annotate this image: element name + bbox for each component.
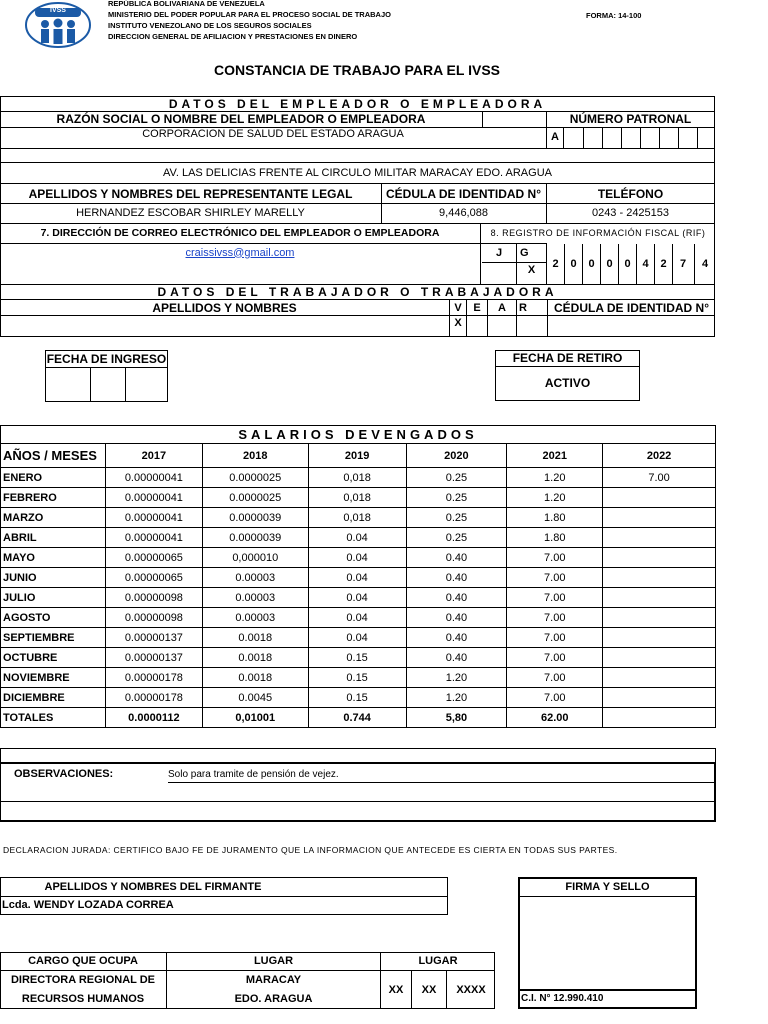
header-lines [108,0,391,42]
salary-cell [603,568,716,588]
rif-type-j: J [495,246,503,259]
salary-cell: 0.40 [406,588,507,608]
salary-cell: 0.00000041 [105,508,202,528]
employer-address: AV. LAS DELICIAS FRENTE AL CIRCULO MILITAR MARACAY EDO. ARAGUA [163,166,552,179]
salary-row [1,548,716,568]
date-year: XXXX [456,983,486,996]
form-number: FORMA: 14-100 [586,11,642,20]
salary-cell: 0,018 [308,468,406,488]
observations-text: Solo para tramite de pensión de vejez. [168,769,339,780]
fecha-ingreso-label: FECHA DE INGRESO [46,351,167,366]
salary-cell: 0.25 [406,528,507,548]
document-title: CONSTANCIA DE TRABAJO PARA EL IVSS [214,62,500,78]
salary-cell [603,608,716,628]
salary-cell: 0.04 [308,528,406,548]
header-line-2: MINISTERIO DEL PODER POPULAR PARA EL PROCESO SOCIAL DE TRABAJO [108,10,391,19]
month-label: SEPTIEMBRE [1,628,106,648]
rep-tel-value: 0243 - 2425153 [591,206,670,219]
salary-cell: 0.0000039 [202,508,308,528]
salary-cell [603,508,716,528]
rif-digit: 0 [606,258,613,270]
salary-cell: 0.40 [406,568,507,588]
total-cell: 0.0000112 [105,708,202,728]
lugar-label: LUGAR [253,955,294,967]
salary-cell: 0.0000025 [202,488,308,508]
salary-row [1,628,716,648]
firma-sello-label: FIRMA Y SELLO [565,881,650,893]
patronal-prefix: A [551,131,559,143]
lugar-date-label: LUGAR [418,955,458,967]
month-label: NOVIEMBRE [1,668,106,688]
salary-cell: 0.25 [406,488,507,508]
salary-cell: 0.40 [406,608,507,628]
salary-cell: 0,018 [308,488,406,508]
salary-cell: 0.15 [308,668,406,688]
salary-cell: 0.25 [406,468,507,488]
email-label: 7. DIRECCIÓN DE CORREO ELECTRÓNICO DEL EMPLEADOR O EMPLEADORA [40,227,440,239]
salary-row [1,488,716,508]
salaries-table [0,443,716,728]
salary-cell: 0.04 [308,588,406,608]
salary-cell: 0.04 [308,548,406,568]
salary-row [1,588,716,608]
month-label: JULIO [1,588,106,608]
salary-cell: 0.00000098 [105,588,202,608]
salary-cell [603,628,716,648]
salary-cell: 0.00003 [202,568,308,588]
fecha-retiro-value: ACTIVO [544,376,591,390]
month-label: FEBRERO [1,488,106,508]
rif-digit: 0 [624,258,631,270]
signer-name-label: APELLIDOS Y NOMBRES DEL FIRMANTE [44,880,262,893]
total-cell: 62.00 [507,708,603,728]
total-cell [603,708,716,728]
salary-row [1,468,716,488]
worker-e-label: E [473,301,481,314]
ivss-logo [25,2,91,48]
salary-cell: 0.0045 [202,688,308,708]
rif-digit: 4 [642,258,649,270]
signer-ci: C.I. N° 12.990.410 [521,993,604,1004]
fecha-retiro-label: FECHA DE RETIRO [512,351,623,365]
observations-label: OBSERVACIONES: [14,768,114,780]
month-label: ENERO [1,468,106,488]
numero-patronal-label: NÚMERO PATRONAL [569,112,692,126]
rif-type-g: G [520,246,529,259]
salary-cell: 0.00000098 [105,608,202,628]
lugar-line-1: MARACAY [245,974,302,986]
salary-row [1,688,716,708]
years-months-header: AÑOS / MESES [1,444,106,468]
totals-label: TOTALES [1,708,106,728]
header-line-1: REPÚBLICA BOLIVARIANA DE VENEZUELA [108,0,265,8]
month-label: JUNIO [1,568,106,588]
salary-cell: 1.20 [507,468,603,488]
salary-row [1,648,716,668]
total-cell: 0.744 [308,708,406,728]
rif-digit: 2 [660,258,667,270]
salary-cell: 0.00000065 [105,568,202,588]
year-header: 2019 [308,444,406,468]
salary-cell: 7.00 [507,668,603,688]
razon-social-value: CORPORACION DE SALUD DEL ESTADO ARAGUA [142,128,404,140]
salary-row [1,528,716,548]
salary-cell: 1.20 [406,668,507,688]
salary-cell: 7.00 [507,688,603,708]
header-line-4: DIRECCION GENERAL DE AFILIACION Y PRESTACIONES EN DINERO [108,32,358,41]
rep-legal-label: APELLIDOS Y NOMBRES DEL REPRESENTANTE LEGAL [28,186,353,201]
cargo-label: CARGO QUE OCUPA [28,955,138,967]
date-month: XX [421,983,437,996]
lugar-line-2: EDO. ARAGUA [234,993,313,1005]
month-label: MAYO [1,548,106,568]
rif-digit: 7 [679,258,687,270]
salary-cell [603,528,716,548]
month-label: ABRIL [1,528,106,548]
salary-cell [603,488,716,508]
salary-row [1,668,716,688]
cargo-line-2: RECURSOS HUMANOS [21,993,145,1005]
signer-name-value: Lcda. WENDY LOZADA CORREA [2,899,174,911]
salary-cell: 0.00000041 [105,468,202,488]
worker-v-mark: X [454,317,462,329]
worker-ci-label: CÉDULA DE IDENTIDAD N° [553,300,710,315]
salary-cell: 0.00000178 [105,688,202,708]
salary-cell: 0.25 [406,508,507,528]
salaries-section-title: SALARIOS DEVENGADOS [238,426,478,442]
salary-cell: 1.80 [507,528,603,548]
month-label: DICIEMBRE [1,688,106,708]
salary-cell: 0.40 [406,648,507,668]
year-header: 2022 [603,444,716,468]
salary-cell: 7.00 [507,608,603,628]
salary-cell: 0.15 [308,648,406,668]
rif-digit: 4 [701,258,709,270]
salary-cell: 0,000010 [202,548,308,568]
month-label: OCTUBRE [1,648,106,668]
salary-cell: 1.20 [406,688,507,708]
year-header: 2018 [202,444,308,468]
salary-cell [603,688,716,708]
month-label: MARZO [1,508,106,528]
year-header: 2021 [507,444,603,468]
logo-text: IVSS [50,7,66,14]
salary-cell: 7.00 [507,588,603,608]
salary-cell: 0.00003 [202,588,308,608]
salary-cell: 0,018 [308,508,406,528]
salary-cell: 0.00000137 [105,628,202,648]
salary-cell [603,588,716,608]
salary-cell: 7.00 [507,628,603,648]
salary-cell: 7.00 [507,548,603,568]
salary-cell: 0.00000041 [105,528,202,548]
rep-name-value: HERNANDEZ ESCOBAR SHIRLEY MARELLY [76,206,305,219]
salary-row [1,508,716,528]
salary-cell: 0.40 [406,628,507,648]
salary-cell: 0.15 [308,688,406,708]
rif-mark-x: X [527,264,536,276]
employer-section-title: DATOS DEL EMPLEADOR O EMPLEADORA [168,96,547,111]
salary-cell: 7.00 [507,568,603,588]
rif-label: 8. REGISTRO DE INFORMACIÓN FISCAL (RIF) [490,228,706,238]
cargo-line-1: DIRECTORA REGIONAL DE [10,974,156,986]
salary-cell: 1.20 [507,488,603,508]
rep-tel-label: TELÉFONO [597,186,664,201]
salary-cell: 0.0018 [202,648,308,668]
header-line-3: INSTITUTO VENEZOLANO DE LOS SEGUROS SOCIALES [108,21,312,30]
salary-cell: 0.04 [308,568,406,588]
employer-email-link[interactable]: craissivss@gmail.com [185,246,295,259]
date-day: XX [388,983,404,996]
salary-cell: 0.0018 [202,628,308,648]
observations-gap [0,748,716,762]
salary-cell [603,648,716,668]
salary-cell [603,668,716,688]
salary-row [1,608,716,628]
salary-cell [603,548,716,568]
salary-cell: 0.00000065 [105,548,202,568]
rif-digit: 0 [588,258,595,270]
total-cell: 0,01001 [202,708,308,728]
worker-v-label: V [454,301,462,314]
rep-ci-label: CÉDULA DE IDENTIDAD N° [385,186,542,201]
salary-row [1,568,716,588]
sworn-declaration: DECLARACION JURADA: CERTIFICO BAJO FE DE JURAMENTO QUE LA INFORMACION QUE ANTECEDE ES CIERTA EN TODAS SUS PARTES. [3,845,618,855]
salary-cell: 0.00000178 [105,668,202,688]
salary-cell: 0.40 [406,548,507,568]
rif-digit: 2 [552,258,559,270]
salary-cell: 0.0000039 [202,528,308,548]
month-label: AGOSTO [1,608,106,628]
total-cell: 5,80 [406,708,507,728]
rif-digit: 0 [570,258,577,270]
salary-cell: 7.00 [603,468,716,488]
salary-cell: 0.0018 [202,668,308,688]
razon-social-label: RAZÓN SOCIAL O NOMBRE DEL EMPLEADOR O EMPLEADORA [56,112,426,126]
salary-cell: 7.00 [507,648,603,668]
salary-cell: 0.00000041 [105,488,202,508]
worker-r-label: R [519,301,527,314]
rep-ci-value: 9,446,088 [439,206,488,219]
salary-cell: 0.00000137 [105,648,202,668]
year-header: 2020 [406,444,507,468]
salary-cell: 0.04 [308,608,406,628]
worker-name-label: APELLIDOS Y NOMBRES [152,300,297,315]
salary-cell: 1.80 [507,508,603,528]
salary-cell: 0.0000025 [202,468,308,488]
salary-cell: 0.04 [308,628,406,648]
salary-cell: 0.00003 [202,608,308,628]
worker-section-title: DATOS DEL TRABAJADOR O TRABAJADORA [157,284,558,299]
worker-a-label: A [498,301,506,314]
year-header: 2017 [105,444,202,468]
